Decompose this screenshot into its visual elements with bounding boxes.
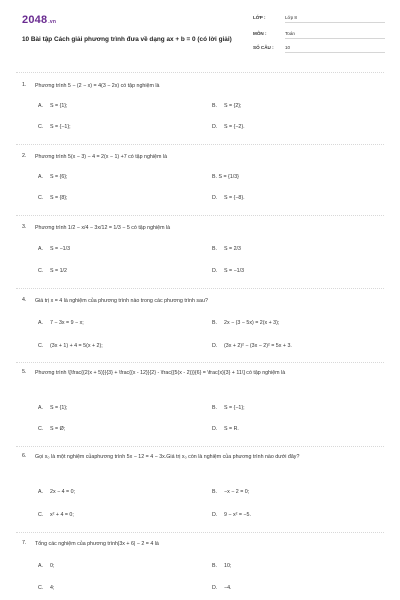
divider (16, 446, 384, 447)
worksheet-page: 2048.vn 10 Bài tập Cách giải phương trình đưa về dạng ax + b = 0 (có lời giải) LỚP : Lớp 8 MÔN : Toán SỐ CÂU : 10 1. Phương trình 5 − (2 − x) = 4(3 − 2x) có tập nghiệm là A. S = {1}; B. S = {2}; C. S = {−1}; D. S = {−2}. 2. Phương trình 5(x − 3) − 4 = 2(x − 1) +7 có tập nghiệm là A. S = {6}; B. S = {1/3} C. S = {8}; D. S = {−8}. 3. Phương trình 1/2 − x/4 − 3x/12 = 1/3 − 5 có tập nghiệm là A. S = −1/3 B. S = 2/3 C. S = 1/2 D. S = −1/3 4. Giá trị x = 4 là nghiệm của phương trình nào trong các phương trình sau? A. 7 − 3x = 9 − x; B. 2x − (3 − 5x) = 2(x + 3); C. (3x + 1) + 4 = 5(x + 2); D. (3x + 2)² − (3x − 2)² = 5x + 3. 5. Phương trình \[\frac{{2(x + 5)}}{3} + \frac{{x - 12}}{2} - \frac{{5(x - 2)}}{6} = \frac{x}{3} + 11\] có tập nghiệm là A. S = {1}; B. S = {−1}; C. S = Ø; D. S = R. 6. Gọi x₀ là một nghiệm củaphương trình 5x − 12 = 4 − 3x.Giá trị x₀ còn là nghiệm của phương trình nào dưới đây? A. 2x − 4 = 0; B. −x − 2 = 0; C. x² + 4 = 0; D. 9 − x² = −5. 7. Tổng các nghiệm của phương trình|3x + 6| − 2 = 4 là A. 0; B. 10; C. 4; D. −4. (0, 0, 400, 600)
page-title: 10 Bài tập Cách giải phương trình đưa về dạng ax + b = 0 (có lời giải) (22, 36, 232, 43)
site-logo[interactable]: 2048.vn (22, 14, 57, 26)
divider (16, 144, 384, 145)
divider (16, 362, 384, 363)
divider (16, 215, 384, 216)
divider (16, 72, 384, 73)
divider (16, 532, 384, 533)
divider (16, 288, 384, 289)
